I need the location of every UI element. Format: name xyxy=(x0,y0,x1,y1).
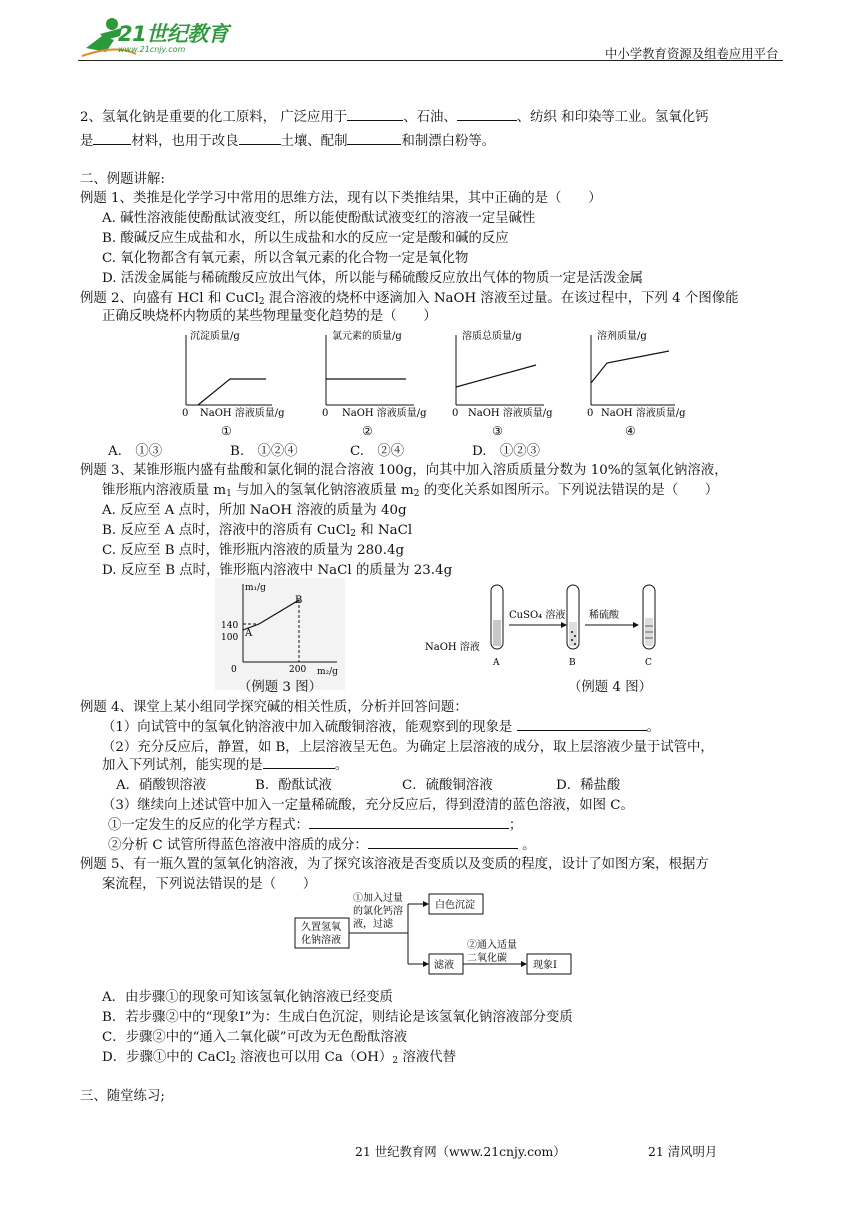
ex2-option-a: A. ①③ xyxy=(108,444,163,459)
header-divider xyxy=(78,60,783,61)
graph-2 xyxy=(322,329,427,438)
intro-line-2: 是 材料，也用于改良 土壤、配制 和制漂白粉等。 xyxy=(80,134,496,149)
graph-4-xlabel: NaOH 溶液质量/g xyxy=(601,408,686,419)
ex1-option-a: A. 碱性溶液能使酚酞试液变红，所以能使酚酞试液变红的溶液一定呈碱性 xyxy=(102,211,536,226)
ex2-stem-2: 正确反映烧杯内物质的某些物理量变化趋势的是（ ） xyxy=(102,309,437,324)
tube-a xyxy=(491,585,503,668)
ex4-arrow-2-label: 稀硫酸 xyxy=(589,610,619,621)
ex1-option-c: C. 氧化物都含有氧元素，所以含氧元素的化合物一定是氧化物 xyxy=(102,251,469,266)
graph-3-num: ③ xyxy=(492,424,503,438)
flow-step2-a: ②通入适量 xyxy=(467,940,517,951)
ex3-point-b: B xyxy=(295,595,303,606)
flow-step1-b: 的氯化钙溶 xyxy=(353,906,403,917)
graph-1-origin: 0 xyxy=(182,408,189,419)
ex3-origin: 0 xyxy=(231,665,237,675)
graph-1-xlabel: NaOH 溶液质量/g xyxy=(200,408,285,419)
ex2-stem: 例题 2、向盛有 HCl 和 CuCl$_2$ 混合溶液的烧杯中逐滴加入 NaOH 溶液至过量。在该过程中，下列 4 个图像能 xyxy=(80,291,739,307)
ex5-flowchart xyxy=(293,890,583,980)
graph-1-line xyxy=(198,379,266,405)
ex4-q2-option-d: D．稀盐酸 xyxy=(556,778,621,793)
ex4-q2-a: （2）充分反应后，静置，如 B，上层溶液呈无色。为确定上层溶液的成分，取上层溶液少量于试管中， xyxy=(102,740,714,755)
ex2-option-c: C. ②④ xyxy=(350,444,405,459)
ex3-ylabel: m₁/g xyxy=(245,583,266,593)
ex4-q3-b: ②分析 C 试管所得蓝色溶液中溶质的成分： 。 xyxy=(108,838,536,853)
ex4-q2-option-a: A．硝酸钡溶液 xyxy=(116,778,207,793)
ex5-option-a: A．由步骤①的现象可知该氢氧化钠溶液已经变质 xyxy=(102,990,393,1005)
ex3-stem-2: 锥形瓶内溶液质量 $m_1$ 与加入的氢氧化钠溶液质量 $m_2$ 的变化关系如图所示。下列说法错误的是（ ） xyxy=(102,483,719,499)
graph-3-origin: 0 xyxy=(452,408,459,419)
ex5-stem-2: 案流程，下列说法错误的是（ ） xyxy=(102,877,317,892)
tube-c xyxy=(643,585,655,668)
graph-4-ylabel: 溶剂质量/g xyxy=(597,331,647,342)
graph-4-origin: 0 xyxy=(587,408,594,419)
ex4-naoh-label: NaOH 溶液 xyxy=(425,642,480,653)
footer-right: 21 清风明月 xyxy=(648,1144,718,1159)
ex3-xlabel: m₂/g xyxy=(317,667,338,677)
ex4-q2-b: 加入下列试剂，能实现的是 。 xyxy=(102,758,349,773)
graph-3-xlabel: NaOH 溶液质量/g xyxy=(468,408,553,419)
ex4-q1: （1）向试管中的氢氧化钠溶液中加入硫酸铜溶液，能观察到的现象是 。 xyxy=(102,720,660,735)
flow-step1-c: 液，过滤 xyxy=(353,919,393,930)
graph-1 xyxy=(182,329,285,438)
flow-step2-b: 二氧化碳 xyxy=(467,953,507,964)
ex1-option-b: B. 酸碱反应生成盐和水，所以生成盐和水的反应一定是酸和碱的反应 xyxy=(102,231,509,246)
footer-left: 21 世纪教育网（www.21cnjy.com） xyxy=(355,1144,566,1159)
ex2-option-b: B. ①②④ xyxy=(230,444,298,459)
graph-1-ylabel: 沉淀质量/g xyxy=(190,331,240,342)
ex3-y-100: 100 xyxy=(221,633,239,643)
platform-name: 中小学教育资源及组卷应用平台 xyxy=(605,46,779,61)
ex5-option-c: C．步骤②中的“通入二氧化碳”可改为无色酚酞溶液 xyxy=(102,1030,408,1045)
graph-2-origin: 0 xyxy=(322,408,329,419)
ex5-option-d: D．步骤①中的 CaCl$_2$ 溶液也可以用 $Ca(OH)_2$ 溶液代替 xyxy=(102,1050,456,1066)
graph-3-ylabel: 溶质总质量/g xyxy=(462,331,522,342)
graph-2-num: ② xyxy=(362,424,373,438)
ex3-x-200: 200 xyxy=(289,665,307,675)
tube-b-label: B xyxy=(569,658,576,668)
flow-start-2: 化钠溶液 xyxy=(301,935,341,946)
ex3-graph xyxy=(215,578,345,690)
graph-4 xyxy=(587,329,686,438)
logo-text: 21世纪教育 xyxy=(118,22,229,46)
ex1-option-d: D. 活泼金属能与稀硫酸反应放出气体，所以能与稀硫酸反应放出气体的物质一定是活泼金属 xyxy=(102,271,644,286)
ex3-y-140: 140 xyxy=(221,621,239,631)
logo-url: www.21cnjy.com xyxy=(118,45,186,54)
ex4-figure xyxy=(425,580,670,675)
ex4-stem: 例题 4、课堂上某小组同学探究碱的相关性质，分析并回答问题： xyxy=(80,700,468,715)
ex4-q3: （3）继续向上述试管中加入一定量稀硫酸，充分反应后，得到澄清的蓝色溶液，如图 C。 xyxy=(102,798,634,813)
ex4-arrow-1-label: CuSO₄ 溶液 xyxy=(509,610,566,621)
section-3-title: 三、随堂练习; xyxy=(80,1089,165,1104)
section-2-title: 二、例题讲解: xyxy=(80,172,165,187)
graph-4-num: ④ xyxy=(625,424,636,438)
tube-c-label: C xyxy=(645,658,652,668)
ex2-graphs xyxy=(170,325,686,440)
ex3-caption: （例题 3 图） xyxy=(238,680,322,695)
flow-start-1: 久置氢氧 xyxy=(301,922,341,933)
ex3-option-b: B. 反应至 A 点时，溶液中的溶质有 CuCl$_2$ 和 NaCl xyxy=(102,523,413,539)
ex3-option-a: A. 反应至 A 点时，所加 NaOH 溶液的质量为 40g xyxy=(102,503,407,518)
ex4-caption: （例题 4 图） xyxy=(568,680,652,695)
flow-filtrate: 滤液 xyxy=(434,960,454,971)
graph-1-num: ① xyxy=(221,424,232,438)
intro-line-1: 2、氢氧化钠是重要的化工原料， 广泛应用于 、石油、 、纺织 和印染等工业。氢氧化钙 xyxy=(80,110,709,125)
ex5-option-b: B．若步骤②中的“现象Ⅰ”为：生成白色沉淀，则结论是该氢氧化钠溶液部分变质 xyxy=(102,1010,573,1025)
graph-3-line xyxy=(456,365,536,387)
ex5-stem-1: 例题 5、有一瓶久置的氢氧化钠溶液，为了探究该溶液是否变质以及变质的程度，设计了如图方案，根据方 xyxy=(80,857,709,872)
ex3-stem-1: 例题 3、某锥形瓶内盛有盐酸和氯化铜的混合溶液 100g，向其中加入溶质质量分数为 10%的氢氧化钠溶液， xyxy=(80,463,728,478)
ex3-option-c: C. 反应至 B 点时，锥形瓶内溶液的质量为 280.4g xyxy=(102,543,405,558)
ex4-q2-option-c: C．硫酸铜溶液 xyxy=(402,778,493,793)
flow-step1-a: ①加入过量 xyxy=(353,893,403,904)
tube-b xyxy=(567,585,579,668)
ex4-q3-a: ①一定发生的反应的化学方程式： ； xyxy=(108,818,523,833)
ex3-point-a: A xyxy=(245,628,253,639)
graph-3 xyxy=(452,329,553,438)
ex2-option-d: D. ①②③ xyxy=(472,444,541,459)
flow-white: 白色沉淀 xyxy=(435,900,475,911)
flow-phenom: 现象Ⅰ xyxy=(533,960,557,971)
ex1-stem: 例题 1、类推是化学学习中常用的思维方法，现有以下类推结果，其中正确的是（ ） xyxy=(80,191,602,206)
graph-4-line xyxy=(591,351,669,383)
graph-2-xlabel: NaOH 溶液质量/g xyxy=(342,408,427,419)
ex3-option-d: D. 反应至 B 点时，锥形瓶内溶液中 NaCl 的质量为 23.4g xyxy=(102,563,453,578)
graph-2-ylabel: 氯元素的质量/g xyxy=(332,331,402,342)
ex4-q2-option-b: B．酚酞试液 xyxy=(255,778,332,793)
tube-a-label: A xyxy=(493,658,500,668)
